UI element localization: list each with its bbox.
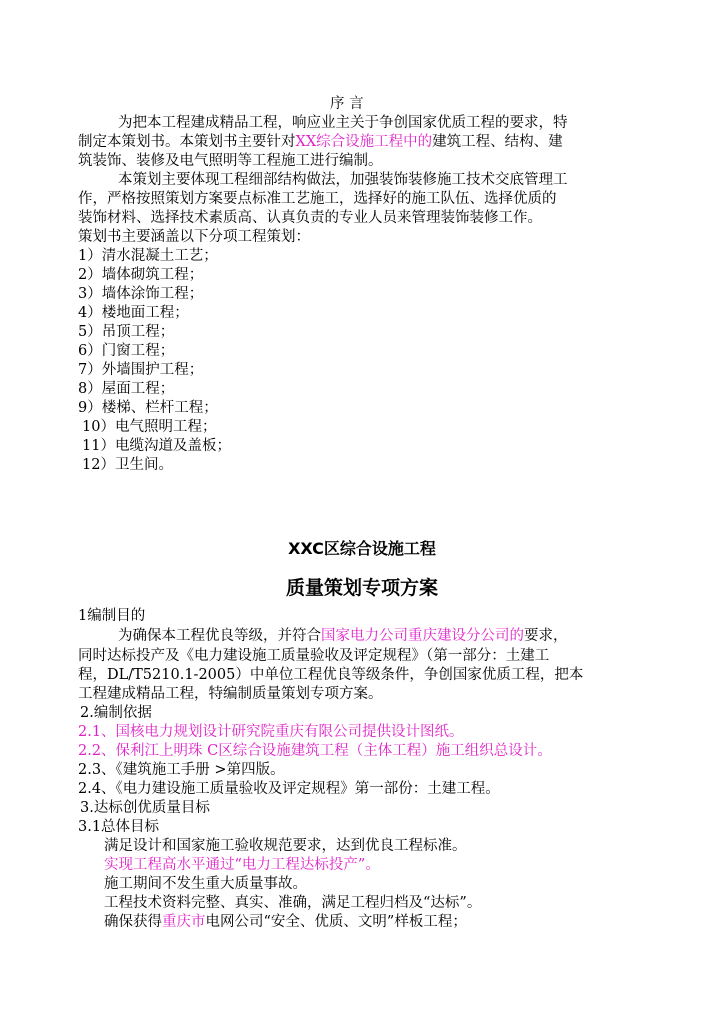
basis-item-2-3: 2.3、《建筑施工手册 >第四版。 <box>78 762 285 778</box>
preface-para3: 策划书主要涵盖以下分项工程策划： <box>78 229 310 245</box>
project-name-highlight: XX综合设施工程中的 <box>295 134 433 150</box>
plan-main-title: 质量策划专项方案 <box>285 577 438 599</box>
section-1-line4: 工程建成精品工程，特编制质量策划专项方案。 <box>78 686 383 702</box>
preface-para1-line3: 筑装饰、装修及电气照明等工程施工进行编制。 <box>78 153 383 169</box>
plan-project-title: XXC区综合设施工程 <box>288 539 436 558</box>
city-highlight: 重庆市 <box>162 914 206 930</box>
section-1-line3: 程，DL/T5210.1-2005）中单位工程优良等级条件，争创国家优质工程，把本 <box>78 667 584 683</box>
section-1-heading: 1编制目的 <box>78 608 146 624</box>
goal-item: 确保获得重庆市电网公司“安全、优质、文明”样板工程； <box>104 914 467 930</box>
goal-item: 施工期间不发生重大质量事故。 <box>104 876 307 892</box>
preface-para1-line2: 制定本策划书。本策划书主要针对XX综合设施工程中的建筑工程、结构、建 <box>78 134 563 150</box>
section-3-1-heading: 3.1总体目标 <box>78 819 160 835</box>
list-item: 3）墙体涂饰工程； <box>78 286 204 302</box>
list-item: 8）屋面工程； <box>78 381 175 397</box>
preface-para1-line1: 为把本工程建成精品工程，响应业主关于争创国家优质工程的要求，特 <box>118 115 568 131</box>
goal-item: 实现工程高水平通过“电力工程达标投产”。 <box>104 857 380 873</box>
list-item: 1）清水混凝土工艺； <box>78 248 218 264</box>
preface-para2-line1: 本策划主要体现工程细部结构做法，加强装饰装修施工技术交底管理工 <box>118 172 568 188</box>
basis-item-2-4: 2.4、《电力建设施工质量验收及评定规程》第一部份：土建工程。 <box>78 781 500 797</box>
basis-item-2-1: 2.1、国核电力规划设计研究院重庆有限公司提供设计图纸。 <box>78 724 464 740</box>
basis-item-2-2: 2.2、保利江上明珠 C区综合设施建筑工程（主体工程）施工组织总设计。 <box>78 743 552 759</box>
preface-title: 序 言 <box>330 96 364 112</box>
section-3-heading: 3.达标创优质量目标 <box>80 800 210 816</box>
goal-item: 满足设计和国家施工验收规范要求，达到优良工程标准。 <box>104 838 467 854</box>
list-item: 12）卫生间。 <box>82 457 173 473</box>
list-item: 11）电缆沟道及盖板； <box>82 438 231 454</box>
list-item: 6）门窗工程； <box>78 343 175 359</box>
section-1-line2: 同时达标投产及《电力建设施工质量验收及评定规程》（第一部分：土建工 <box>78 648 550 664</box>
section-2-heading: 2.编制依据 <box>80 705 152 721</box>
preface-para2-line2: 作，严格按照策划方案要点标准工艺施工，选择好的施工队伍、选择优质的 <box>78 191 557 207</box>
list-item: 10）电气照明工程； <box>82 419 217 435</box>
list-item: 4）楼地面工程； <box>78 305 189 321</box>
list-item: 2）墙体砌筑工程； <box>78 267 204 283</box>
goal-item: 工程技术资料完整、真实、准确，满足工程归档及“达标”。 <box>104 895 482 911</box>
list-item: 9）楼梯、栏杆工程； <box>78 400 218 416</box>
list-item: 5）吊顶工程； <box>78 324 175 340</box>
preface-para2-line3: 装饰材料、选择技术素质高、认真负责的专业人员来管理装饰装修工作。 <box>78 210 542 226</box>
section-1-line1: 为确保本工程优良等级，并符合国家电力公司重庆建设分公司的要求， <box>118 628 568 644</box>
list-item: 7）外墙围护工程； <box>78 362 204 378</box>
company-name-highlight: 国家电力公司重庆建设分公司的 <box>321 628 524 644</box>
